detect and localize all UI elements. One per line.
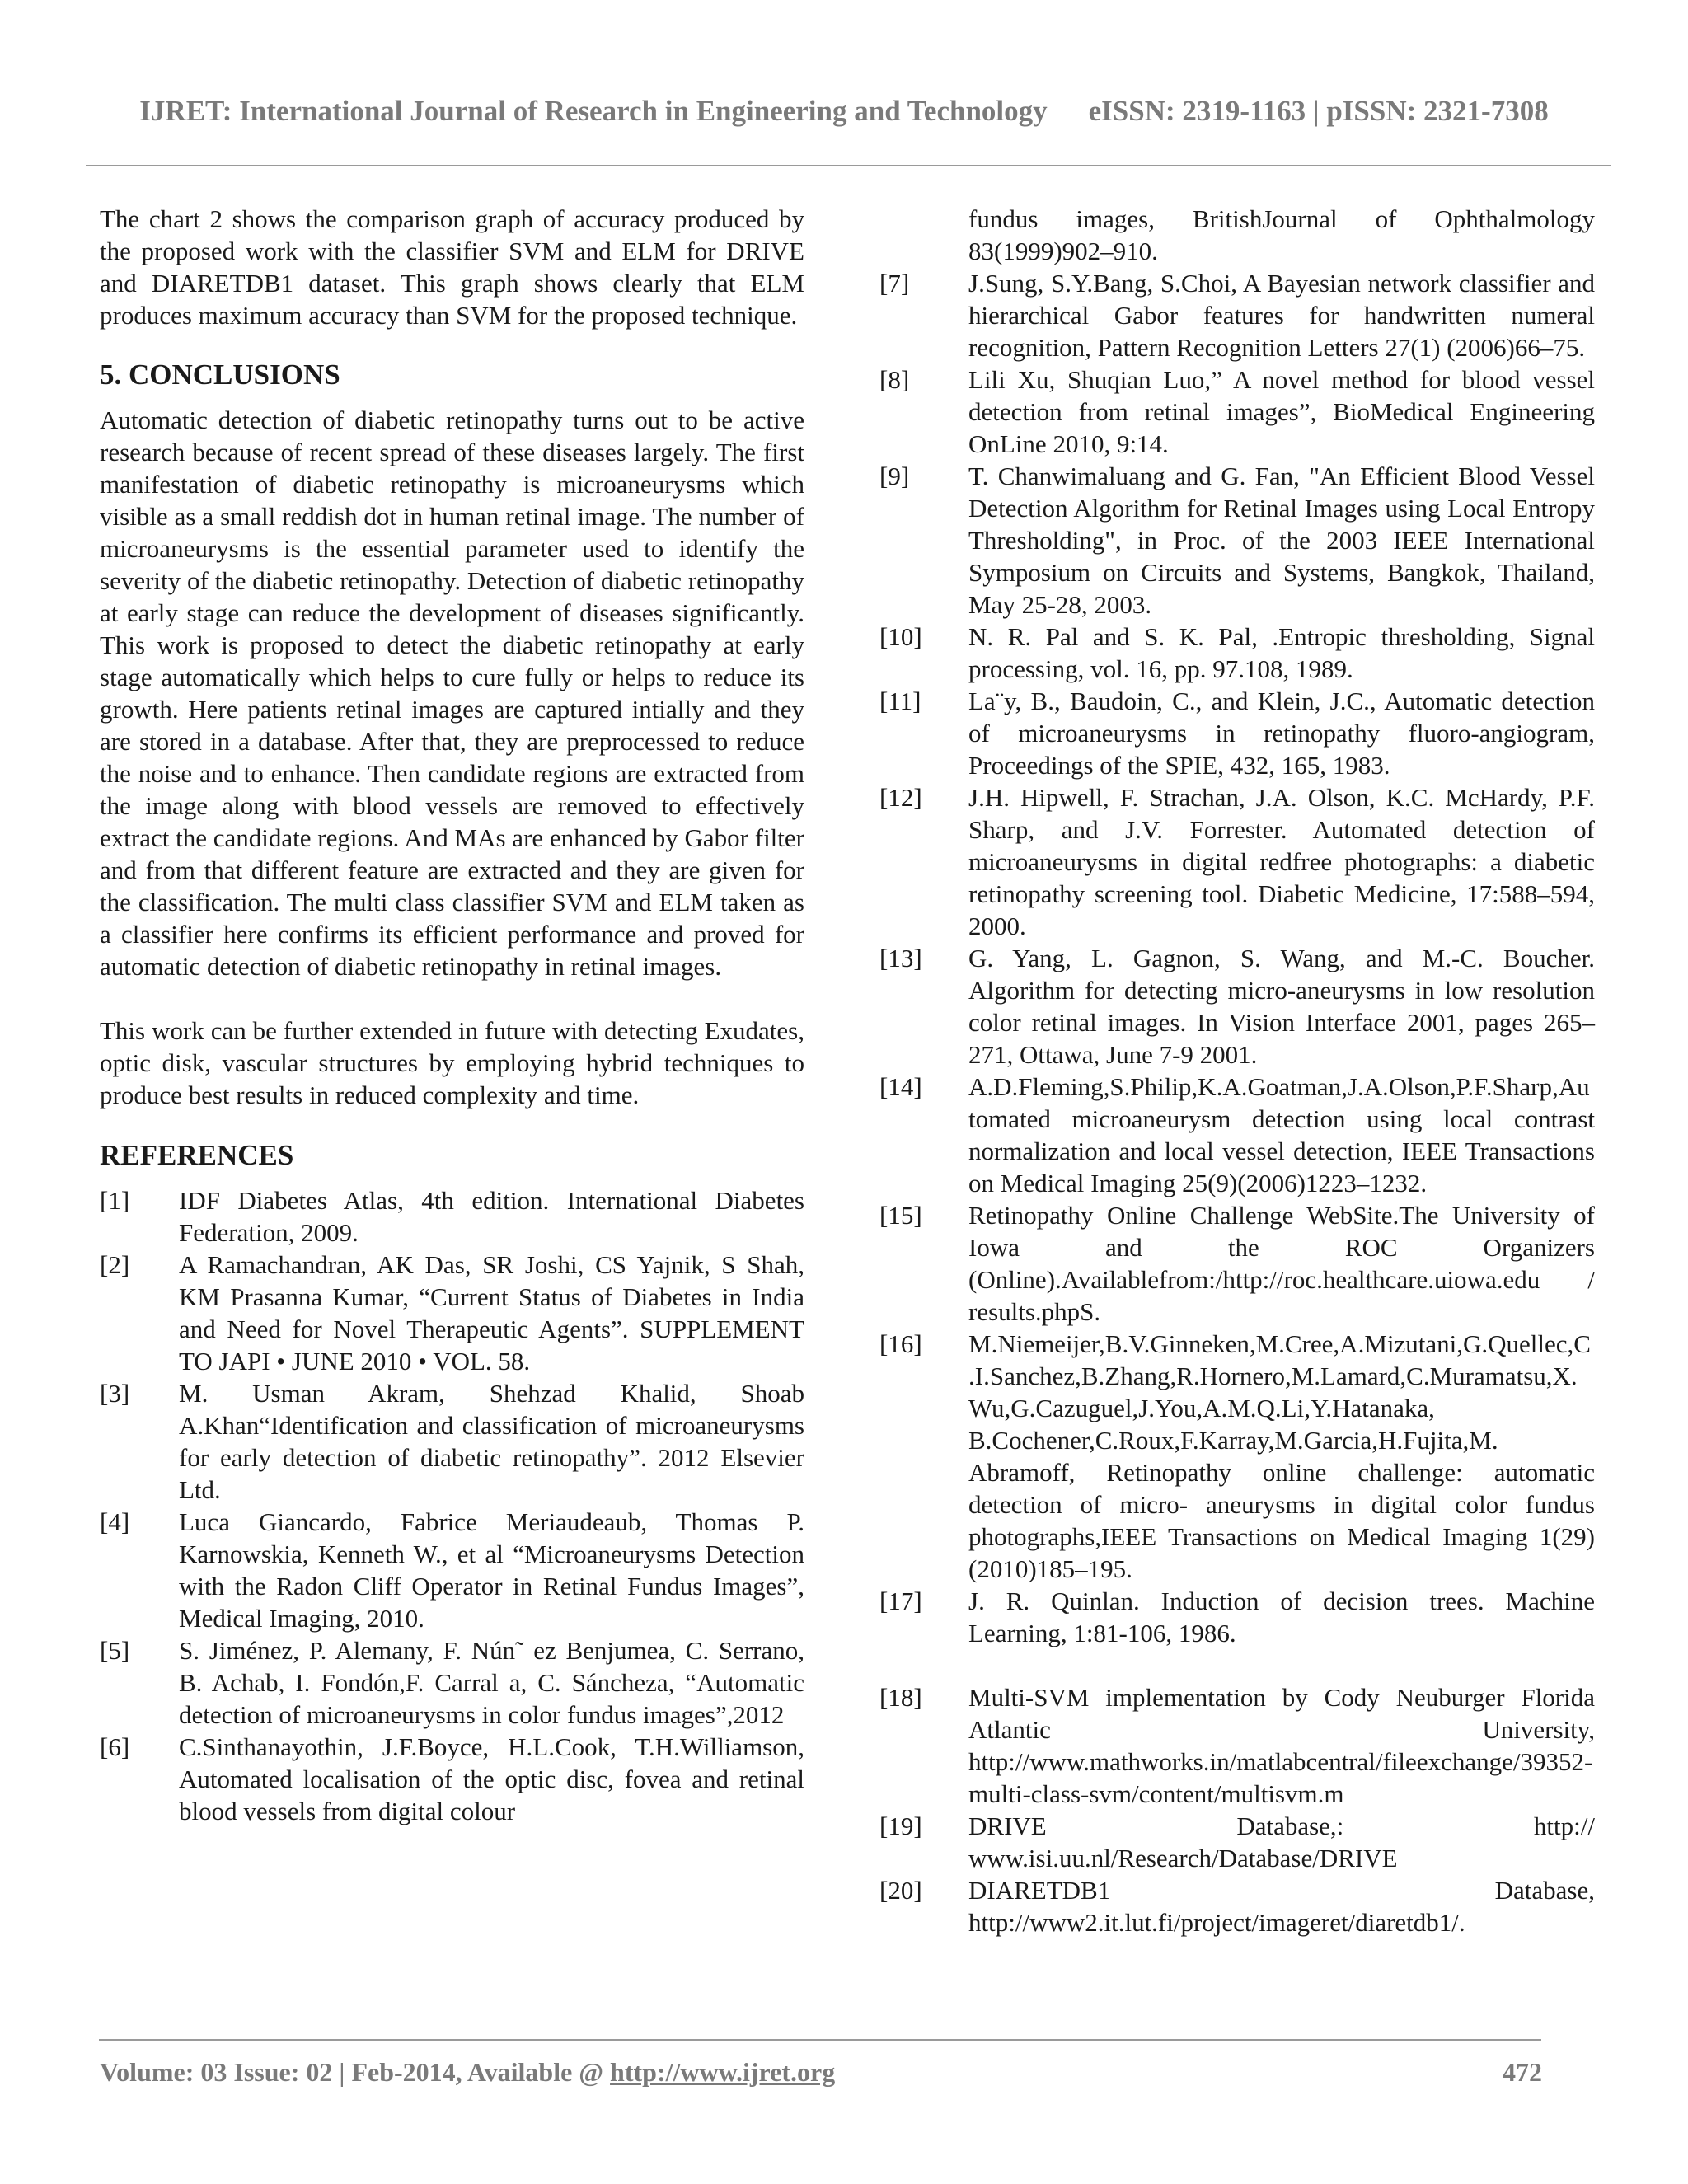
reference-item (879, 1874, 1595, 1938)
reference-item (879, 942, 1595, 1071)
page-footer (100, 2057, 1542, 2088)
reference-item (100, 1184, 804, 1249)
reference-item (100, 1377, 804, 1506)
reference-text: Luca Giancardo, Fabrice Meriaudeaub, Thomas P. Karnowskia, Kenneth W., et al “Microaneurysms Detection with the Radon Cliff Operator in Retinal Fundus Images”, Medical Imaging, 2010. (179, 1507, 804, 1633)
reference-item (879, 1585, 1595, 1649)
reference-item (879, 1199, 1595, 1328)
reference-number: [6] (100, 1732, 130, 1761)
reference-item (100, 1731, 804, 1827)
reference-number: [20] (879, 1876, 922, 1905)
reference-text: DIARETDB1 Database, http://www2.it.lut.fi/project/imageret/diaretdb1/. (968, 1876, 1595, 1937)
reference-item (879, 460, 1595, 621)
reference-number: [13] (879, 944, 922, 972)
reference-item (879, 1328, 1595, 1585)
reference-item (879, 621, 1595, 685)
journal-website-link[interactable]: http://www.ijret.org (610, 2057, 836, 2087)
page-header (0, 95, 1688, 128)
journal-title: IJRET: International Journal of Research in Engineering and Technology (139, 95, 1048, 127)
reference-number: [3] (100, 1379, 130, 1408)
reference-item (879, 1681, 1595, 1810)
reference-number: [10] (879, 622, 922, 651)
reference-text: J. R. Quinlan. Induction of decision trees. Machine Learning, 1:81-106, 1986. (968, 1586, 1595, 1647)
reference-number: [8] (879, 365, 910, 394)
header-rule (86, 165, 1611, 166)
right-column (879, 203, 1595, 1938)
reference-number: [18] (879, 1683, 922, 1712)
reference-item (100, 1634, 804, 1731)
reference-number: [1] (100, 1186, 130, 1215)
conclusions-paragraph-1: Automatic detection of diabetic retinopathy turns out to be active research because of recent spread of these diseases largely. The first manifestation of diabetic retinopathy is microaneurysms which visible as a small reddish dot in human retinal image. The number of microaneurysms is the essential parameter used to identify the severity of the diabetic retinopathy. Detection of diabetic retinopathy at early stage can reduce the development of diseases significantly. This work is proposed to detect the diabetic retinopathy at early stage automatically which helps to cure fully or helps to reduce its growth. Here patients retinal images are captured intially and they are stored in a database. After that, they are preprocessed to reduce the noise and to enhance. Then candidate regions are extracted from the image along with blood vessels are removed to effectively extract the candidate regions. And MAs are enhanced by Gabor filter and from that different feature are extracted and they are given for the classification. The multi class classifier SVM and ELM taken as a classifier here confirms its efficient performance and proved for automatic detection of diabetic retinopathy in retinal images. (100, 405, 804, 981)
reference-text: A.D.Fleming,S.Philip,K.A.Goatman,J.A.Olson,P.F.Sharp,Automated microaneurysm detection using local contrast normalization and local vessel detection, IEEE Transactions on Medical Imaging 25(9)(2006)1223–1232. (968, 1072, 1595, 1197)
reference-text: J.H. Hipwell, F. Strachan, J.A. Olson, K.C. McHardy, P.F. Sharp, and J.V. Forrester. Automated detection of microaneurysms in digital redfree photographs: a diabetic retinopathy screening tool. Diabetic Medicine, 17:588–594, 2000. (968, 783, 1595, 940)
reference-item (100, 1506, 804, 1634)
references-heading: REFERENCES (100, 1139, 294, 1171)
reference-item (879, 685, 1595, 781)
reference-text: Retinopathy Online Challenge WebSite.The University of Iowa and the ROC Organizers (Online).Availablefrom:/http://roc.healthcare.uiowa.edu / results.phpS. (968, 1201, 1595, 1326)
reference-number: [19] (879, 1811, 922, 1840)
reference-text: G. Yang, L. Gagnon, S. Wang, and M.-C. Boucher. Algorithm for detecting micro-aneurysms in low resolution color retinal images. In Vision Interface 2001, pages 265–271, Ottawa, June 7-9 2001. (968, 944, 1595, 1069)
reference-text: Multi-SVM implementation by Cody Neuburger Florida Atlantic University, http://www.mathworks.in/matlabcentral/fileexchange/39352-multi-class-svm/content/multisvm.m (968, 1683, 1595, 1808)
reference-list-right (879, 267, 1595, 1938)
reference-number: [15] (879, 1201, 922, 1230)
journal-issn: eISSN: 2319-1163 | pISSN: 2321-7308 (1088, 95, 1549, 127)
reference-6-continuation: fundus images, BritishJournal of Ophthalmology 83(1999)902–910. (968, 204, 1595, 265)
footer-volume-info: Volume: 03 Issue: 02 | Feb-2014, Available @ (100, 2057, 611, 2087)
reference-text: M.Niemeijer,B.V.Ginneken,M.Cree,A.Mizutani,G.Quellec,C.I.Sanchez,B.Zhang,R.Hornero,M.Lamard,C.Muramatsu,X.Wu,G.Cazuguel,J.You,A.M.Q.Li,Y.Hatanaka, B.Cochener,C.Roux,F.Karray,M.Garcia,H.Fujita,M. Abramoff, Retinopathy online challenge: automatic detection of micro- aneurysms in digital color fundus photographs,IEEE Transactions on Medical Imaging 1(29)(2010)185–195. (968, 1329, 1595, 1583)
reference-text: M. Usman Akram, Shehzad Khalid, Shoab A.Khan“Identification and classification of microaneurysms for early detection of diabetic retinopathy”. 2012 Elsevier Ltd. (179, 1379, 804, 1504)
reference-item (879, 1810, 1595, 1874)
intro-paragraph: The chart 2 shows the comparison graph of accuracy produced by the proposed work with the classifier SVM and ELM for DRIVE and DIARETDB1 dataset. This graph shows clearly that ELM produces maximum accuracy than SVM for the proposed technique. (100, 204, 804, 330)
reference-item (879, 781, 1595, 942)
reference-number: [12] (879, 783, 922, 812)
reference-list-left (100, 1184, 804, 1827)
reference-number: [7] (879, 269, 910, 298)
footer-rule (99, 2039, 1541, 2041)
reference-text: J.Sung, S.Y.Bang, S.Choi, A Bayesian network classifier and hierarchical Gabor features for handwritten numeral recognition, Pattern Recognition Letters 27(1) (2006)66–75. (968, 269, 1595, 362)
reference-number: [2] (100, 1250, 130, 1279)
reference-number: [11] (879, 687, 921, 715)
left-column (100, 203, 804, 1827)
page-number: 472 (1503, 2057, 1542, 2087)
reference-number: [5] (100, 1636, 130, 1665)
conclusions-heading: 5. CONCLUSIONS (100, 359, 340, 391)
reference-text: T. Chanwimaluang and G. Fan, "An Efficient Blood Vessel Detection Algorithm for Retinal Images using Local Entropy Thresholding", in Proc. of the 2003 IEEE International Symposium on Circuits and Systems, Bangkok, Thailand, May 25-28, 2003. (968, 462, 1595, 619)
reference-number: [16] (879, 1329, 922, 1358)
reference-text: C.Sinthanayothin, J.F.Boyce, H.L.Cook, T.H.Williamson, Automated localisation of the optic disc, fovea and retinal blood vessels from digital colour (179, 1732, 804, 1825)
reference-item (879, 1071, 1595, 1199)
reference-text: S. Jiménez, P. Alemany, F. Nún˜ ez Benjumea, C. Serrano, B. Achab, I. Fondón,F. Carral a, C. Sáncheza, “Automatic detection of microaneurysms in color fundus images”,2012 (179, 1636, 804, 1729)
reference-number: [14] (879, 1072, 922, 1101)
reference-text: La¨y, B., Baudoin, C., and Klein, J.C., Automatic detection of microaneurysms in retinopathy fluoro-angiogram, Proceedings of the SPIE, 432, 165, 1983. (968, 687, 1595, 780)
reference-number: [17] (879, 1586, 922, 1615)
reference-item (879, 363, 1595, 460)
reference-item (879, 267, 1595, 363)
reference-number: [4] (100, 1507, 130, 1536)
reference-text: N. R. Pal and S. K. Pal, .Entropic thresholding, Signal processing, vol. 16, pp. 97.108, 1989. (968, 622, 1595, 683)
reference-number: [9] (879, 462, 910, 490)
reference-text: IDF Diabetes Atlas, 4th edition. International Diabetes Federation, 2009. (179, 1186, 804, 1247)
conclusions-paragraph-2: This work can be further extended in future with detecting Exudates, optic disk, vascular structures by employing hybrid techniques to produce best results in reduced complexity and time. (100, 1016, 804, 1109)
reference-text: Lili Xu, Shuqian Luo,” A novel method for blood vessel detection from retinal images”, BioMedical Engineering OnLine 2010, 9:14. (968, 365, 1595, 458)
reference-text: DRIVE Database,: http:// www.isi.uu.nl/Research/Database/DRIVE (968, 1811, 1595, 1872)
reference-text: A Ramachandran, AK Das, SR Joshi, CS Yajnik, S Shah, KM Prasanna Kumar, “Current Status of Diabetes in India and Need for Novel Therapeutic Agents”. SUPPLEMENT TO JAPI • JUNE 2010 • VOL. 58. (179, 1250, 804, 1376)
reference-item (100, 1249, 804, 1377)
